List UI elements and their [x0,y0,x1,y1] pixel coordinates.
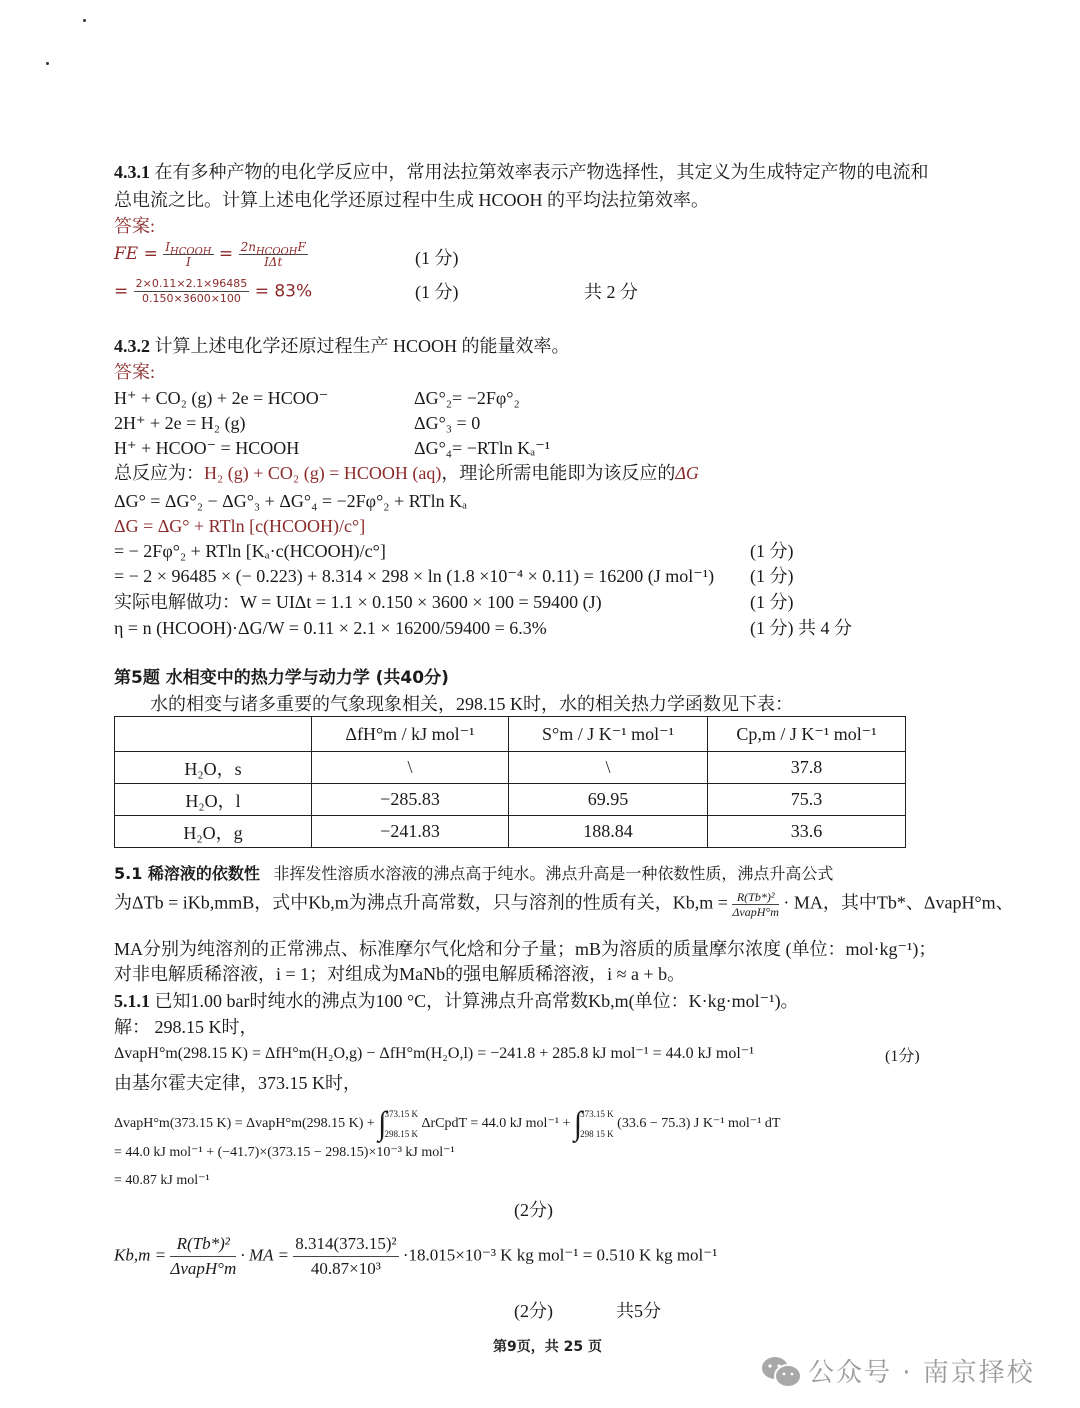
table-header-cell: ΔfH°m / kJ mol⁻¹ [312,717,509,752]
table-row [115,752,906,784]
problem-5-intro: 水的相变与诸多重要的气象现象相关，298.15 K时，水的相关热力学函数见下表： [150,694,793,714]
table-header-cell: S°m / J K⁻¹ mol⁻¹ [509,717,708,752]
total-score: 共 2 分 [584,282,638,302]
eq-line: = 44.0 kJ mol⁻¹ + (−41.7)×(373.15 − 298.15)×10⁻³ kJ mol⁻¹ [114,1145,455,1160]
scan-speck [46,62,49,65]
score-label: (2分) [514,1301,553,1321]
question-number: 4.3.1 [114,162,150,182]
derivation-line: 实际电解做功：W = UIΔt = 1.1 × 0.150 × 3600 × 100 = 59400 (J) [114,592,602,612]
reaction-dg: ΔG°₄= −RTln Kₐ⁻¹ [414,438,551,458]
section-51-line1: 5.1 稀溶液的依数性 非挥发性溶质水溶液的沸点高于纯水。沸点升高是一种依数性质，沸点升高公式 [114,864,834,883]
score-label: (1 分) [750,592,794,612]
watermark: 公众号 · 南京择校 [808,1358,1035,1388]
table-cell: H₂O，s [115,752,312,784]
eq-vap-enthalpy-373: ΔvapH°m(373.15 K) = ΔvapH°m(298.15 K) + ∫ 373.15 K 298.15 K ΔrCpdT = 44.0 kJ mol⁻¹ + ∫ 373.15 K 298 15 K (33.6 − 75.3) J K⁻¹ mol⁻¹ dT [114,1105,781,1142]
question-511: 5.1.1 已知1.00 bar时纯水的沸点为100 °C，计算沸点升高常数Kb,m(单位：K·kg·mol⁻¹)。 [114,991,799,1011]
derivation-line: ΔG° = ΔG°₂ − ΔG°₃ + ΔG°₄ = −2Fφ°₂ + RTln Kₐ [114,491,468,511]
table-row [115,816,906,848]
fe-definition: FE = $\frac{I_{HCOOH}}{I}$ = $\frac{2n_{HCOOH}F}{\text{IΔt}}$ [114,240,306,269]
answer-label: 答案: [114,362,156,382]
table-header-cell: Cp,m / J K⁻¹ mol⁻¹ [708,717,906,752]
fe-fraction-charge: $\frac{2n_{HCOOH}F}{\text{IΔt}}$ [240,240,306,269]
table-cell: −285.83 [312,784,509,816]
table-header-cell [115,717,312,752]
table-cell: 69.95 [509,784,708,816]
question-431-line1: 4.3.1 在有多种产物的电化学反应中，常用法拉第效率表示产物选择性，其定义为生成特定产物的电流和 [114,162,929,182]
derivation-line: = − 2 × 96485 × (− 0.223) + 8.314 × 298 × ln (1.8 ×10⁻⁴ × 0.11) = 16200 (J mol⁻¹) [114,566,715,586]
table-header-row [115,717,906,752]
question-432: 4.3.2 计算上述电化学还原过程生产 HCOOH 的能量效率。 [114,336,570,356]
score-label: (1 分) [415,248,459,268]
score-label: (1 分) [750,566,794,586]
score-label: (1分) [885,1048,920,1065]
kb-formula-fraction: $\frac{\text{R(Tb*)²}}{\text{ΔvapH°m}}$ [732,890,779,919]
problem-5-title: 第5题 水相变中的热力学与动力学 (共40分) [114,668,449,688]
reaction-eq: 2H⁺ + 2e = H₂ (g) [114,413,246,433]
fe-fraction-current: $\frac{I_{HCOOH}}{I}$ [165,240,212,269]
section-51-line4: 对非电解质稀溶液，i = 1；对组成为MaNb的强电解质稀溶液，i ≈ a + b。 [114,964,686,984]
kb-calculation: Kb,m = $\frac{\text{R(Tb*)²}}{\text{ΔvapH°m}}$ · MA = $\frac{\text{8.314(373.15)²}}{\text{40.87×10³}}$ ·18.015×10⁻³ K kg mol⁻¹ = 0.510 K kg mol⁻¹ [114,1234,718,1278]
total-score: 共5分 [616,1301,661,1321]
table-cell: 75.3 [708,784,906,816]
thermo-table [114,716,906,848]
table-cell: \ [312,752,509,784]
table-cell: 188.84 [509,816,708,848]
table-cell: H₂O，g [115,816,312,848]
table-cell: −241.83 [312,816,509,848]
derivation-line: ΔG = ΔG° + RTln [c(HCOOH)/c°] [114,516,366,536]
page-number: 第9页，共 25 页 [493,1339,602,1355]
scan-speck [83,19,86,22]
kirchhoff-line: 由基尔霍夫定律，373.15 K时， [114,1073,361,1093]
table-cell: \ [509,752,708,784]
section-51-line3: MA分别为纯溶剂的正常沸点、标准摩尔气化焓和分子量；mB为溶质的质量摩尔浓度 (单位：mol·kg⁻¹)； [114,939,937,959]
derivation-line: η = n (HCOOH)·ΔG/W = 0.11 × 2.1 × 16200/59400 = 6.3% [114,618,547,638]
score-label: (1 分) 共 4 分 [750,618,852,638]
integral-sign: ∫ [378,1105,387,1142]
score-label: (1 分) [415,282,459,302]
reaction-dg: ΔG°₃ = 0 [414,413,481,433]
derivation-line: = − 2Fφ°₂ + RTln [Kₐ·c(HCOOH)/c°] [114,541,386,561]
section-51-line2: 为ΔTb = iKb,mmB，式中Kb,m为沸点升高常数，只与溶剂的性质有关，Kb,m = $\frac{\text{R(Tb*)²}}{\text{ΔvapH°m}}$ · MA，其中Tb*、ΔvapH°m、 [114,890,1014,919]
overall-reaction: 总反应为：H₂ (g) + CO₂ (g) = HCOOH (aq)，理论所需电能即为该反应的ΔG [114,463,699,483]
fe-calculation: = $\frac{2\times 0.11\times 2.1\times 96485}{0.150\times 3600\times 100}$ = 83% [114,277,313,305]
eq-vap-enthalpy-298: ΔvapH°m(298.15 K) = ΔfH°m(H₂O,g) − ΔfH°m(H₂O,l) = −241.8 + 285.8 kJ mol⁻¹ = 44.0 kJ mol⁻¹ [114,1045,755,1062]
table-cell: H₂O，l [115,784,312,816]
table-cell: 33.6 [708,816,906,848]
reaction-dg: ΔG°₂= −2Fφ°₂ [414,388,520,408]
answer-label: 答案: [114,216,156,236]
reaction-eq: H⁺ + CO₂ (g) + 2e = HCOO⁻ [114,388,329,408]
reaction-eq: H⁺ + HCOO⁻ = HCOOH [114,438,300,458]
wechat-icon [760,1355,804,1389]
score-label: (2分) [514,1200,553,1220]
question-431-line2: 总电流之比。计算上述电化学还原过程中生成 HCOOH 的平均法拉第效率。 [114,190,709,210]
table-row [115,784,906,816]
eq-line: = 40.87 kJ mol⁻¹ [114,1173,210,1188]
solution-label: 解： 298.15 K时， [114,1017,258,1037]
score-label: (1 分) [750,541,794,561]
integral-sign: ∫ [573,1105,583,1142]
table-cell: 37.8 [708,752,906,784]
